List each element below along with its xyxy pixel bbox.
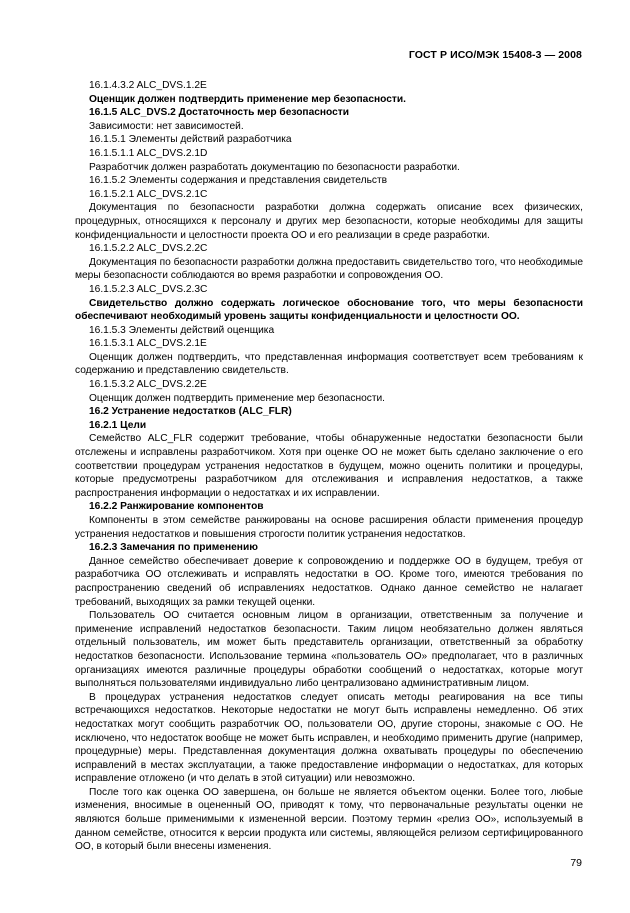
dependencies-text: Зависимости: нет зависимостей. bbox=[89, 120, 244, 132]
clause-id: 16.1.5.1.1 ALC_DVS.2.1D bbox=[89, 147, 208, 159]
requirement-text: Оценщик должен подтвердить применение мер безопасности. bbox=[89, 392, 386, 404]
clause-id: 16.1.5.2.1 ALC_DVS.2.1C bbox=[89, 188, 208, 200]
body-paragraph: Семейство ALC_FLR содержит требование, чтобы обнаруженные недостатки безопасности были отслежены и исправлены разработчиком. Хотя при оценке ОО не может быть сделано заключение о его соответствии процедурам устранения недостатков в будущем, можно оценить политики и процедуры, которые предусмотрены разработчиком для отслеживания и исправления недостатков, а также распространения информации о недостатках и их исправлении. bbox=[75, 433, 583, 499]
subsection-heading: 16.2.3 Замечания по применению bbox=[89, 542, 258, 554]
clause-heading: 16.1.5.3 Элементы действий оценщика bbox=[89, 324, 275, 336]
section-heading: 16.2 Устранение недостатков (ALC_FLR) bbox=[89, 406, 292, 418]
page-body bbox=[75, 79, 583, 854]
body-paragraph: Пользователь ОО считается основным лицом в организации, ответственным за получение и применение исправлений недостатков безопасности. Таким лицом необязательно должен являться отдельный пользователь, им может быть представитель организации, ответственный за обработку недостатков безопасности. Использование термина «пользователь ОО» предполагает, что в различных организациях имеются различные процедуры обработки сообщений о недостатках, которые могут выполняться пользователями индивидуально либо централизовано административным лицом. bbox=[75, 610, 583, 690]
clause-id: 16.1.4.3.2 ALC_DVS.1.2E bbox=[89, 80, 207, 91]
clause-heading: 16.1.5.1 Элементы действий разработчика bbox=[89, 134, 292, 146]
clause-id: 16.1.5.3.1 ALC_DVS.2.1E bbox=[89, 338, 207, 350]
body-paragraph: После того как оценка ОО завершена, он больше не является объектом оценки. Более того, любые изменения, вносимые в оцененный ОО, приводят к тому, что первоначальные результаты оценки не являются больше применимыми к измененной версии. Поэтому термин «релиз ОО», используемый в данном семействе, относится к версии продукта или системы, являющейся релизом сертифицированного ОО, в который были внесены изменения. bbox=[75, 786, 583, 853]
body-paragraph: Компоненты в этом семействе ранжированы на основе расширения области применения процедур устранения недостатков и повышения строгости политик устранения недостатков. bbox=[75, 515, 583, 540]
requirement-text: Разработчик должен разработать документацию по безопасности разработки. bbox=[89, 161, 460, 173]
requirement-text: Документация по безопасности разработки должна содержать описание всех физических, процедурных, относящихся к персоналу и других мер безопасности, которые необходимы для защиты конфиденциальности и целостности проекта ОО и его реализации в среде разработки. bbox=[75, 202, 583, 241]
requirement-text: Оценщик должен подтвердить применение мер безопасности. bbox=[89, 93, 407, 105]
requirement-text: Свидетельство должно содержать логическое обоснование того, что меры безопасности обеспечивают необходимый уровень защиты конфиденциальности и целостности ОО. bbox=[75, 297, 583, 323]
requirement-text: Оценщик должен подтвердить, что представленная информация соответствует всем требованиям к содержанию и представлению свидетельств. bbox=[75, 351, 583, 377]
page-number: 79 bbox=[570, 857, 582, 869]
document-header: ГОСТ Р ИСО/МЭК 15408-3 — 2008 bbox=[408, 49, 582, 61]
clause-heading: 16.1.5.2 Элементы содержания и представления свидетельств bbox=[89, 175, 388, 187]
subsection-heading: 16.1.5 ALC_DVS.2 Достаточность мер безопасности bbox=[89, 107, 350, 119]
subsection-heading: 16.2.1 Цели bbox=[89, 419, 147, 431]
clause-id: 16.1.5.2.2 ALC_DVS.2.2C bbox=[89, 243, 208, 255]
clause-id: 16.1.5.2.3 ALC_DVS.2.3C bbox=[89, 283, 208, 295]
clause-id: 16.1.5.3.2 ALC_DVS.2.2E bbox=[89, 379, 207, 391]
body-paragraph: Данное семейство обеспечивает доверие к сопровождению и поддержке ОО в будущем, требуя от разработчика ОО отслеживать и исправлять недостатки в ОО. Кроме того, имеются требования по распространению сведений об исправлениях недостатков. Однако данное семейство не налагает требований, выходящих за рамки текущей оценки. bbox=[75, 555, 583, 608]
subsection-heading: 16.2.2 Ранжирование компонентов bbox=[89, 501, 264, 513]
body-paragraph: В процедурах устранения недостатков следует описать методы реагирования на все типы встречающихся недостатков. Некоторые недостатки не могут быть исправлены немедленно. Об этих недостатках могут сообщить разработчик ОО, пользователи ОО, другие стороны, знакомые с ОО. Не исключено, что недостаток вообще не может быть исправлен, и необходимо применить другие (например, процедурные) меры. Представленная документация должна охватывать процедуры по обеспечению исправлений в местах эксплуатации, а также предоставление информации о недостатках, для которых исправление отложено (и что делать в этой ситуации) или невозможно. bbox=[75, 691, 583, 785]
requirement-text: Документация по безопасности разработки должна предоставить свидетельство того, что необходимые меры безопасности соблюдаются во время разработки и сопровождения ОО. bbox=[75, 256, 583, 282]
